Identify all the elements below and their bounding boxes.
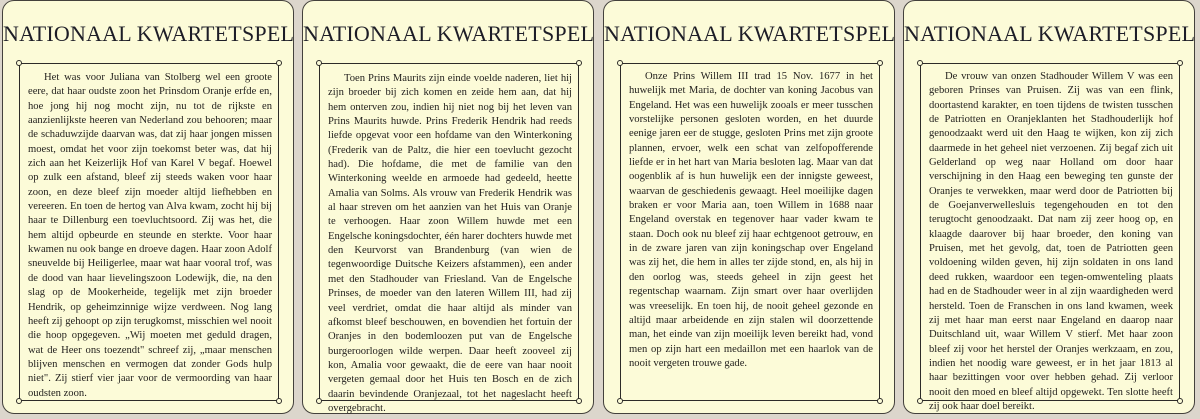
card-title: NATIONAAL KWARTETSPEL xyxy=(904,21,1196,46)
playing-card-juliana xyxy=(2,0,294,414)
card-title: NATIONAAL KWARTETSPEL xyxy=(3,21,295,46)
frame-corner-ornament xyxy=(276,60,282,66)
card-title: NATIONAAL KWARTETSPEL xyxy=(303,21,595,46)
card-body-text: De vrouw van onzen Stadhouder Willem V was een geboren Prinses van Pruisen. Zij was van een flink, doortastend karakter, en toen tijdens de twisten tusschen de Patriotten en Oranjeklanten het Stadhouderlijk hof genoodzaakt werd uit den Haag te wijken, kon zij zich daarmede in het geheel niet verzoenen. Zij begaf zich uit Gelderland op weg naar Holland om door haar verschijning in den Haag een beweging ten gunste der Oranjes te verwekken, maar werd door de Patriotten bij de Goejanverwellesluis tegengehouden en tot den terugtocht genoodzaakt. Dat nam zij zeer hoog op, en klaagde daarover bij haar broeder, den koning van Pruisen, met het gevolg, dat, toen de Patriotten geen voldoening wilden geven, hij zijn soldaten in ons land deed rukken, waardoor een tegen-omwenteling plaats had en de Stadhouder weer in al zijn waardigheden werd hersteld. Toen de Franschen in ons land kwamen, week zij met haar man eerst naar Engeland en daarop naar Duitschland uit, waar Willem V stierf. Met haar zoon bleef zij voor het herstel der Oranjes werkzaam, en zou, indien het noodig ware geweest, er in het jaar 1813 al haar bezittingen voor over hebben gehad. Zij verloor nooit den moed en bleef altijd opgewekt. Ten slotte heeft zij ook haar doel bereikt. xyxy=(929,71,1173,412)
frame-corner-ornament xyxy=(1177,60,1183,66)
frame-corner-ornament xyxy=(917,398,923,404)
card-body-text: Onze Prins Willem III trad 15 Nov. 1677 in het huwelijk met Maria, de dochter van koning Jacobus van Engeland. Het was een huwelijk zooals er meer tusschen vorstelijke personen gesloten worden, en het duurde eenige jaren eer de stugge, gesloten Prins met zijn groote plannen, ervoer, welk een schat van zelfopofferende liefde er in het hart van Maria besloten lag. Maar van dat oogenblik af is hun huwelijk een der innigste geweest, waarvan de geschiedenis gewaagt. Heel moeilijke dagen braken er voor Maria aan, toen Willem in 1688 naar Engeland overstak en tegenover haar vader kwam te staan. Doch ook nu bleef zij haar echtgenoot getrouw, en in de zware jaren van zijn koningschap over Engeland was zij het, die hem in alles ter zijde stond, en, als hij in den oorlog was, steeds geheel in zijn geest het regentschap waarnam. Zijn smart over haar overlijden was vreeselijk. En toen hij, de nooit geheel gezonde en altijd maar arbeidende en zijn stalen wil doorzettende man, het einde van zijn moeilijk leven bereikt had, vond men op zijn hart een medaillon met een haarlok van de nooit vergeten trouwe gade. xyxy=(629,71,873,369)
playing-card-amalia xyxy=(302,0,594,414)
frame-corner-ornament xyxy=(617,398,623,404)
text-frame xyxy=(19,63,279,401)
frame-corner-ornament xyxy=(316,60,322,66)
playing-card-maria xyxy=(603,0,895,414)
frame-corner-ornament xyxy=(576,60,582,66)
card-body-text: Het was voor Juliana van Stolberg wel een groote eere, dat haar oudste zoon het Prinsdom Oranje erfde en, hoe jong hij nog mocht zijn, nu tot de rijkste en aanzienlijkste heeren van Nederland zou behooren; maar de schaduwzijde daarvan was, dat zij haar jongen missen moest, omdat het voor zijn toekomst beter was, dat hij zich aan het Keizerlijk Hof van Karel V begaf. Hoewel op zulk een afstand, bleef zij steeds waken voor haar zoon, en deze bleef zijn moeder altijd liefhebben en vereeren. En toen de hertog van Alva kwam, zocht hij bij haar te Dillenburg een toevluchtsoord. Zij was het, die hem altijd opbeurde en steunde en sterkte. Voor haar kwamen nu ook bange en droeve dagen. Haar zoon Adolf sneuvelde bij Heiligerlee, maar wat haar vooral trof, was de dood van haar lievelingszoon Lodewijk, die, na den slag op de Mookerheide, tegelijk met zijn broeder Hendrik, op geheimzinnige wijze verdween. Nog lang heeft zij gehoopt op zijn terugkomst, misschien wel nooit die hoop opgegeven. „Wij moeten met geduld dragen, wat de Heer ons toezendt" schreef zij, „maar menschen blijven menschen en vermogen dat zonder Gods hulp niet". Zij stierf vier jaar voor de vermoording van haar oudsten zoon. xyxy=(28,72,272,399)
text-frame xyxy=(920,63,1180,412)
frame-corner-ornament xyxy=(917,60,923,66)
frame-corner-ornament xyxy=(1177,398,1183,404)
frame-corner-ornament xyxy=(576,398,582,404)
text-frame xyxy=(319,63,579,414)
frame-corner-ornament xyxy=(877,60,883,66)
card-body-text: Toen Prins Maurits zijn einde voelde naderen, liet hij zijn broeder bij zich komen en zeide hem aan, dat hij hem onterven zou, indien hij niet nog bij het leven van Prins Maurits huwde. Prins Frederik Hendrik had reeds liefde opgevat voor een hofdame van den Winterkoning (Frederik van de Paltz, die hier een toevlucht gezocht had). Die hofdame, die met de familie van den Winterkoning weelde en armoede had gedeeld, heette Amalia van Solms. Als vrouw van Frederik Hendrik was al haar streven om het aanzien van het Huis van Oranje te verhoogen. Haar zoon Willem huwde met een Engelsche koningsdochter, één harer dochters huwde met den Keurvorst van Brandenburg (van wien de tegenwoordige Duitsche Keizers afstammen), een ander met den Stadhouder van Friesland. Van de Engelsche Prinses, de moeder van den lateren Willem III, had zij veel verdriet, omdat die haar altijd als minder van afkomst bleef beschouwen, en bovendien het fortuin der Oranjes in den bodemloozen put van de Engelsche burgeroorlogen wilde werpen. Daar heeft zooveel zij kon, Amalia voor gewaakt, die de eere van haar nooit vergeten gemaal door het Huis ten Bosch en de zich daarin bevindende Oranjezaal, tot het nageslacht heeft overgebracht. xyxy=(328,73,572,414)
frame-corner-ornament xyxy=(877,398,883,404)
frame-corner-ornament xyxy=(316,398,322,404)
frame-corner-ornament xyxy=(276,398,282,404)
frame-corner-ornament xyxy=(16,398,22,404)
text-frame xyxy=(620,63,880,401)
frame-corner-ornament xyxy=(16,60,22,66)
frame-corner-ornament xyxy=(617,60,623,66)
card-title: NATIONAAL KWARTETSPEL xyxy=(604,21,896,46)
playing-card-wilhelmina-of-prussia xyxy=(903,0,1195,414)
